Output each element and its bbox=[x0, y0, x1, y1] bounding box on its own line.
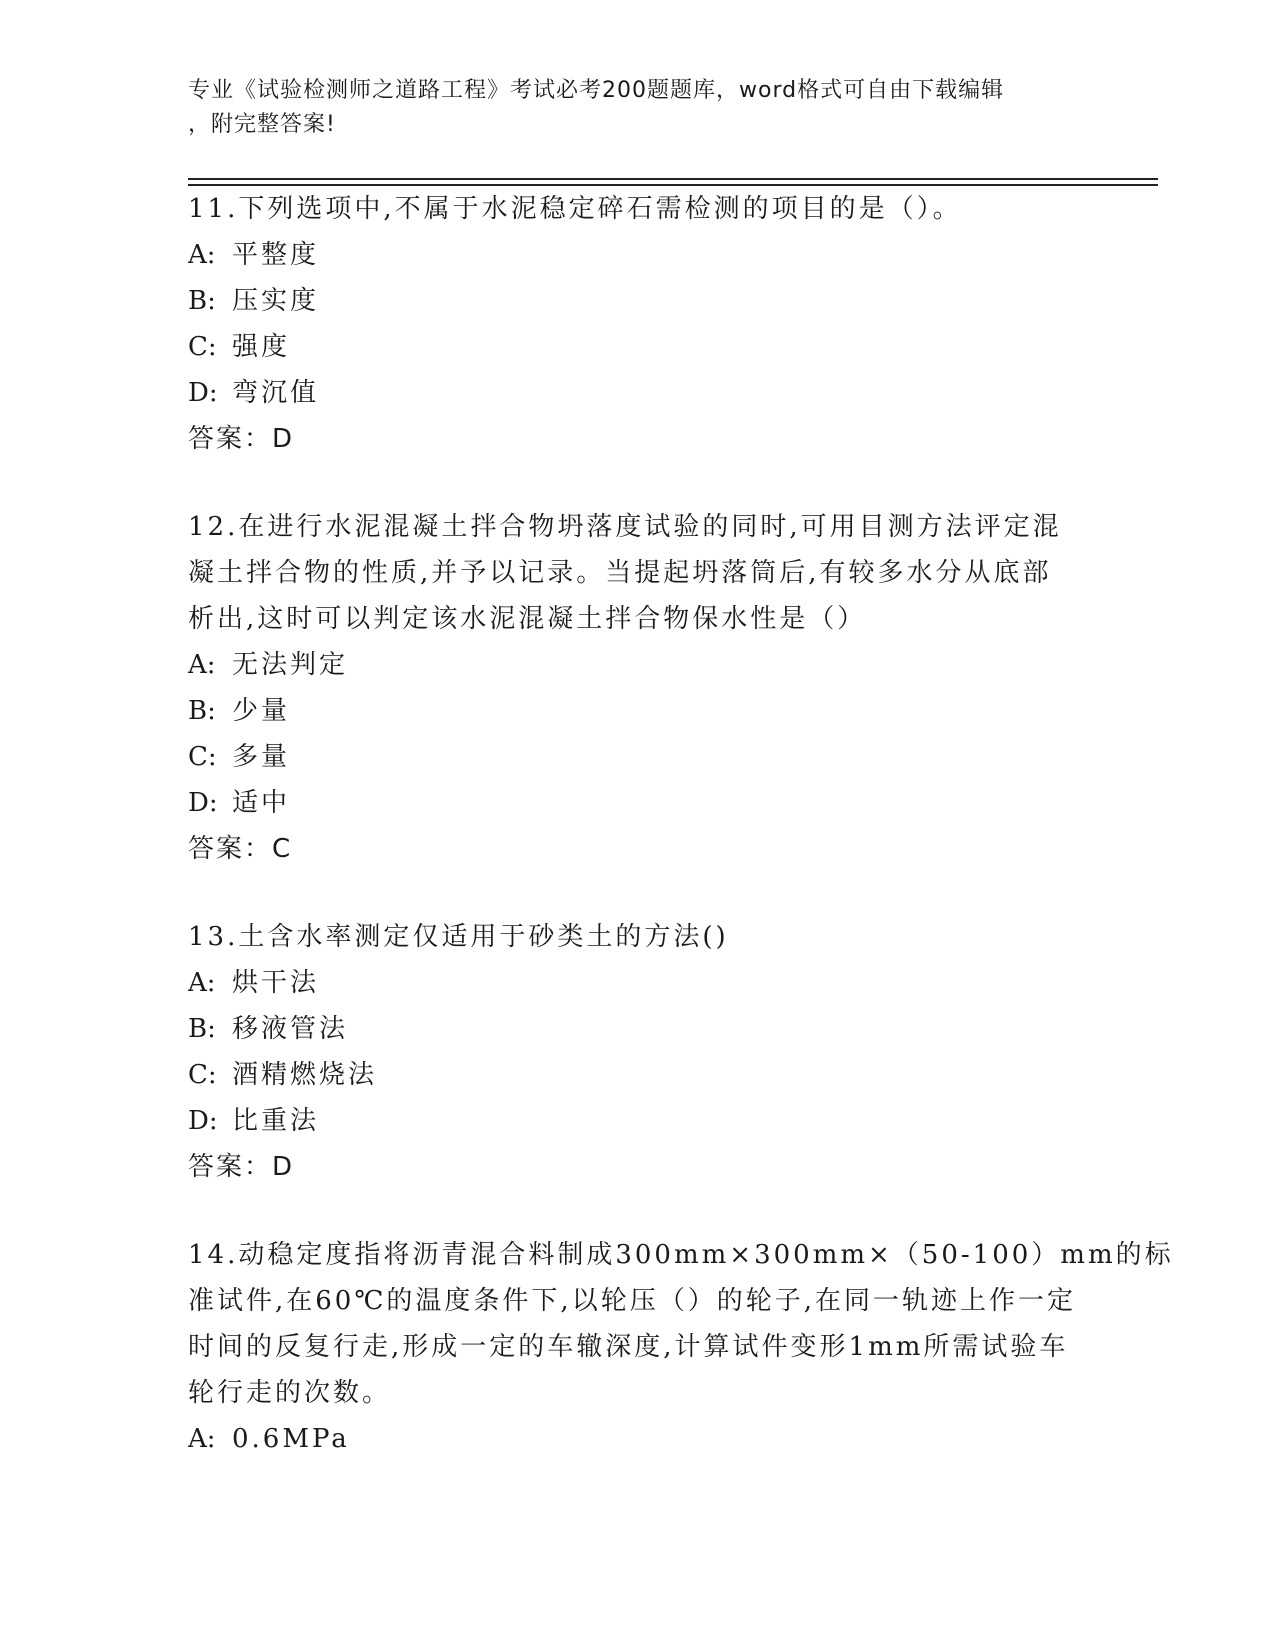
option-text: 酒精燃烧法 bbox=[232, 1060, 378, 1090]
question-stem bbox=[188, 504, 1088, 642]
option-letter: A: bbox=[188, 650, 216, 680]
option-text: 强度 bbox=[232, 332, 291, 362]
option-letter: C: bbox=[188, 332, 217, 362]
option-text: 平整度 bbox=[232, 240, 320, 270]
option-letter: D: bbox=[188, 378, 218, 408]
document-header bbox=[188, 74, 1088, 142]
question-gap bbox=[188, 1190, 1088, 1232]
option-letter: B: bbox=[188, 696, 216, 726]
option-b bbox=[188, 1006, 1088, 1052]
option-text: 少量 bbox=[232, 696, 291, 726]
option-letter: A: bbox=[188, 1424, 216, 1454]
option-letter: B: bbox=[188, 286, 216, 316]
option-letter: D: bbox=[188, 1106, 218, 1136]
question-stem-line: 析出,这时可以判定该水泥混凝土拌合物保水性是（） bbox=[188, 604, 867, 634]
option-d bbox=[188, 370, 1088, 416]
option-d bbox=[188, 1098, 1088, 1144]
question-gap bbox=[188, 462, 1088, 504]
option-b bbox=[188, 278, 1088, 324]
option-d bbox=[188, 780, 1088, 826]
option-c bbox=[188, 1052, 1088, 1098]
option-text: 0.6MPa bbox=[232, 1424, 350, 1454]
question-stem-line: 凝土拌合物的性质,并予以记录。当提起坍落筒后,有较多水分从底部 bbox=[188, 558, 1052, 588]
answer-label: 答案：C bbox=[188, 834, 293, 864]
header-title-line-2: ，附完整答案! bbox=[188, 112, 336, 137]
option-b bbox=[188, 688, 1088, 734]
questions-list bbox=[188, 186, 1174, 1462]
option-text: 弯沉值 bbox=[232, 378, 320, 408]
question-11 bbox=[188, 186, 1088, 462]
option-letter: D: bbox=[188, 788, 218, 818]
question-stem-line: 13.土含水率测定仅适用于砂类土的方法() bbox=[188, 922, 729, 952]
option-text: 压实度 bbox=[232, 286, 320, 316]
option-letter: C: bbox=[188, 742, 217, 772]
option-letter: A: bbox=[188, 240, 216, 270]
question-gap bbox=[188, 872, 1088, 914]
option-a bbox=[188, 232, 1088, 278]
option-text: 多量 bbox=[232, 742, 291, 772]
question-stem-line: 轮行走的次数。 bbox=[188, 1378, 392, 1408]
question-13 bbox=[188, 914, 1088, 1190]
header-divider-top bbox=[188, 178, 1158, 180]
header-title-line-1: 专业《试验检测师之道路工程》考试必考200题题库，word格式可自由下载编辑 bbox=[188, 78, 1005, 103]
option-text: 移液管法 bbox=[232, 1014, 349, 1044]
option-text: 烘干法 bbox=[232, 968, 320, 998]
option-letter: A: bbox=[188, 968, 216, 998]
option-c bbox=[188, 324, 1088, 370]
option-letter: C: bbox=[188, 1060, 217, 1090]
question-stem bbox=[188, 914, 1088, 960]
question-stem bbox=[188, 1232, 1174, 1416]
question-stem-line: 时间的反复行走,形成一定的车辙深度,计算试件变形1mm所需试验车 bbox=[188, 1332, 1069, 1362]
option-a bbox=[188, 960, 1088, 1006]
option-text: 适中 bbox=[232, 788, 291, 818]
option-c bbox=[188, 734, 1088, 780]
option-a bbox=[188, 1416, 1088, 1462]
question-stem bbox=[188, 186, 1088, 232]
question-14 bbox=[188, 1232, 1174, 1462]
question-stem-line: 14.动稳定度指将沥青混合料制成300mm×300mm×（50-100）mm的标 bbox=[188, 1240, 1174, 1270]
question-stem-line: 11.下列选项中,不属于水泥稳定碎石需检测的项目的是（）。 bbox=[188, 194, 962, 224]
question-12 bbox=[188, 504, 1088, 872]
question-stem-line: 准试件,在60℃的温度条件下,以轮压（）的轮子,在同一轨迹上作一定 bbox=[188, 1286, 1076, 1316]
option-letter: B: bbox=[188, 1014, 216, 1044]
option-a bbox=[188, 642, 1088, 688]
question-stem-line: 12.在进行水泥混凝土拌合物坍落度试验的同时,可用目测方法评定混 bbox=[188, 512, 1062, 542]
answer-label: 答案：D bbox=[188, 1152, 295, 1182]
answer-label: 答案：D bbox=[188, 424, 295, 454]
option-text: 无法判定 bbox=[232, 650, 349, 680]
option-text: 比重法 bbox=[232, 1106, 320, 1136]
